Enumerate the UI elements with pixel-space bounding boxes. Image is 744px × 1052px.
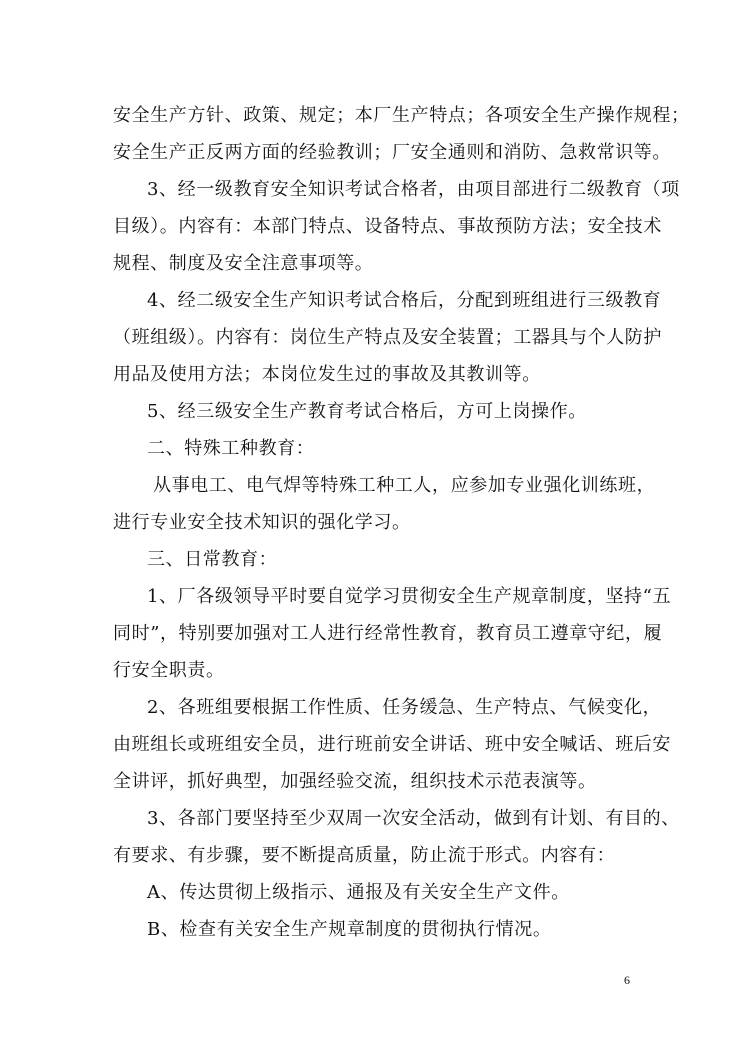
text-line: 安全生产正反两方面的经验教训；厂安全通则和消防、急救常识等。 xyxy=(113,142,671,163)
text-line: 2、各班组要根据工作性质、任务缓急、生产特点、气候变化， xyxy=(147,697,662,718)
text-line: 同时”，特别要加强对工人进行经常性教育，教育员工遵章守纪，履 xyxy=(113,623,663,644)
text-line: 从事电工、电气焊等特殊工种工人，应参加专业强化训练班， xyxy=(153,475,656,496)
text-line: （班组级）。内容有：岗位生产特点及安全装置；工器具与个人防护 xyxy=(113,327,662,348)
text-line: 5、经三级安全生产教育考试合格后，方可上岗操作。 xyxy=(147,401,587,422)
text-line: 目级）。内容有：本部门特点、设备特点、事故预防方法；安全技术 xyxy=(113,216,662,237)
text-line: 全讲评，抓好典型，加强经验交流，组织技术示范表演等。 xyxy=(113,771,597,792)
text-line: 3、经一级教育安全知识考试合格者，由项目部进行二级教育（项 xyxy=(147,179,680,200)
text-line: 规程、制度及安全注意事项等。 xyxy=(113,253,374,274)
section-heading: 二、特殊工种教育： xyxy=(147,438,315,459)
page-number: 6 xyxy=(624,973,630,987)
text-line: 行安全职责。 xyxy=(113,660,225,681)
text-line: 1、厂各级领导平时要自觉学习贯彻安全生产规章制度，坚持“五 xyxy=(147,586,672,607)
section-heading: 三、日常教育： xyxy=(147,549,278,570)
text-line: B、检查有关安全生产规章制度的贯彻执行情况。 xyxy=(147,919,552,940)
text-line: 4、经二级安全生产知识考试合格后，分配到班组进行三级教育 xyxy=(147,290,662,311)
text-line: 用品及使用方法；本岗位发生过的事故及其教训等。 xyxy=(113,364,541,385)
text-line: 安全生产方针、政策、规定；本厂生产特点；各项安全生产操作规程； xyxy=(113,105,690,126)
text-line: 有要求、有步骤，要不断提高质量，防止流于形式。内容有： xyxy=(113,845,616,866)
text-line: 3、各部门要坚持至少双周一次安全活动，做到有计划、有目的、 xyxy=(147,808,680,829)
text-line: 进行专业安全技术知识的强化学习。 xyxy=(113,512,411,533)
text-line: 由班组长或班组安全员，进行班前安全讲话、班中安全喊话、班后安 xyxy=(113,734,671,755)
text-line: A、传达贯彻上级指示、通报及有关安全生产文件。 xyxy=(147,882,570,903)
